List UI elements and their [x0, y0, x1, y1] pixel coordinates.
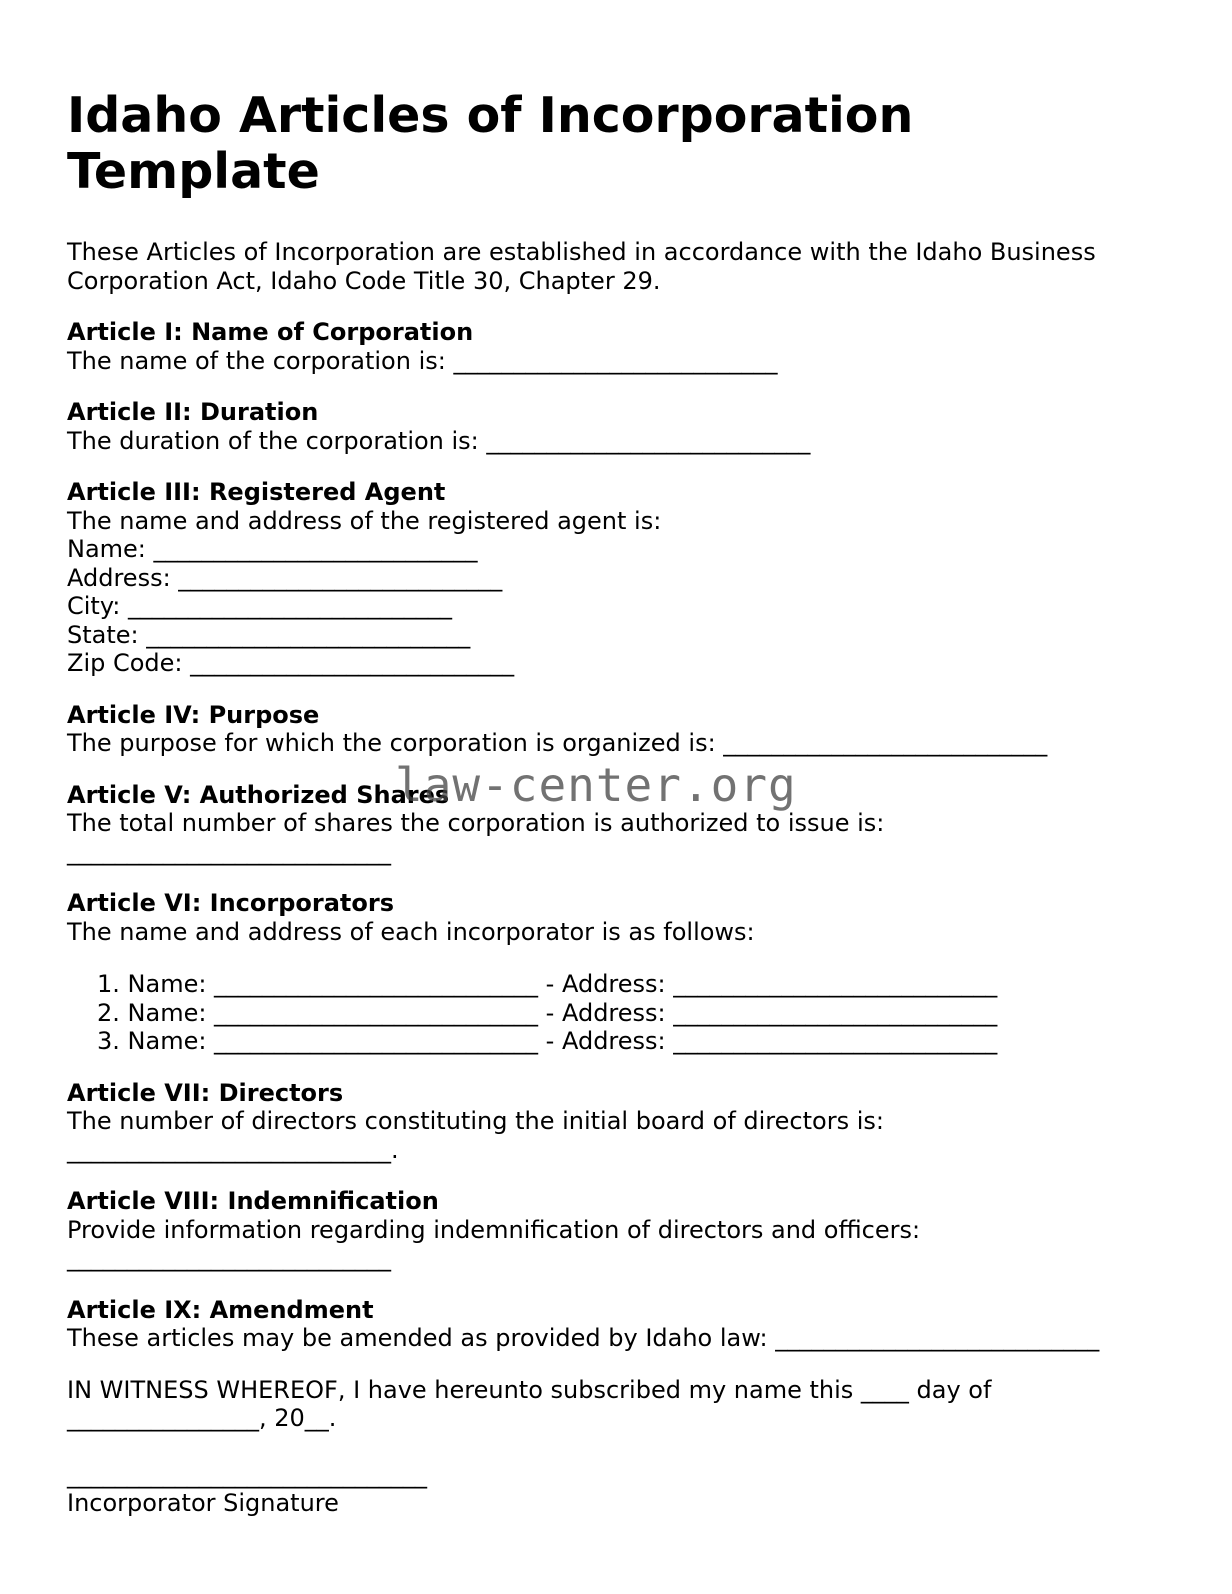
duration-field: The duration of the corporation is: ___________________________	[67, 426, 811, 455]
article-8-heading: Article VIII: Indemnification	[67, 1187, 439, 1215]
article-4-heading: Article IV: Purpose	[67, 700, 320, 729]
article-3-heading: Article III: Registered Agent	[67, 478, 446, 506]
incorporator-item: 1. Name: ___________________________ - Address: ___________________________	[97, 970, 998, 998]
witness-line-1: IN WITNESS WHEREOF, I have hereunto subscribed my name this ____ day of	[67, 1375, 992, 1404]
article-7	[67, 1079, 1177, 1165]
article-3	[67, 478, 1177, 678]
watermark: law-center.org	[395, 758, 797, 812]
agent-state-field: State: ___________________________	[67, 620, 471, 649]
article-8	[67, 1187, 1177, 1273]
signature-block	[67, 1461, 1177, 1518]
incorporators-list	[67, 970, 1177, 1056]
article-6-heading: Article VI: Incorporators	[67, 889, 394, 917]
amendment-field: These articles may be amended as provided by Idaho law: ___________________________	[67, 1324, 1100, 1352]
registered-agent-intro: The name and address of the registered agent is:	[67, 506, 662, 535]
article-1	[67, 318, 1177, 375]
agent-address-field: Address: ___________________________	[67, 563, 503, 592]
article-2-heading: Article II: Duration	[67, 398, 319, 426]
incorporators-intro: The name and address of each incorporator is as follows:	[67, 917, 755, 946]
agent-city-field: City: ___________________________	[67, 592, 453, 620]
agent-zip-field: Zip Code: ___________________________	[67, 649, 515, 677]
article-9-heading: Article IX: Amendment	[67, 1295, 374, 1324]
article-4	[67, 701, 1177, 758]
article-2	[67, 398, 1177, 455]
article-6	[67, 889, 1177, 1056]
signature-label: Incorporator Signature	[67, 1489, 339, 1517]
witness-clause	[67, 1376, 1177, 1433]
corporation-name-field: The name of the corporation is: ___________________________	[67, 346, 778, 375]
witness-line-2: ________________, 20__.	[67, 1404, 337, 1432]
incorporator-item: 3. Name: ___________________________ - Address: ___________________________	[97, 1027, 998, 1055]
directors-text: The number of directors constituting the initial board of directors is:	[67, 1107, 884, 1135]
article-5-heading: Article V: Authorized Shares	[67, 780, 450, 809]
article-1-heading: Article I: Name of Corporation	[67, 318, 474, 346]
indemnification-text: Provide information regarding indemnification of directors and officers:	[67, 1215, 921, 1244]
document-intro: These Articles of Incorporation are established in accordance with the Idaho Business Corporation Act, Idaho Code Title 30, Chapter 29.	[67, 238, 1096, 295]
agent-name-field: Name: ___________________________	[67, 535, 478, 563]
indemnification-field: ___________________________	[67, 1244, 391, 1272]
signature-line: ______________________________	[67, 1460, 427, 1489]
article-9	[67, 1296, 1177, 1353]
authorized-shares-field: ___________________________	[67, 837, 391, 866]
article-7-heading: Article VII: Directors	[67, 1078, 344, 1107]
authorized-shares-text: The total number of shares the corporation is authorized to issue is:	[67, 809, 885, 837]
incorporator-item: 2. Name: ___________________________ - Address: ___________________________	[97, 998, 998, 1027]
directors-field: ___________________________.	[67, 1135, 399, 1164]
purpose-field: The purpose for which the corporation is organized is: ___________________________	[67, 729, 1048, 757]
document-title: Idaho Articles of Incorporation Template	[67, 87, 914, 200]
